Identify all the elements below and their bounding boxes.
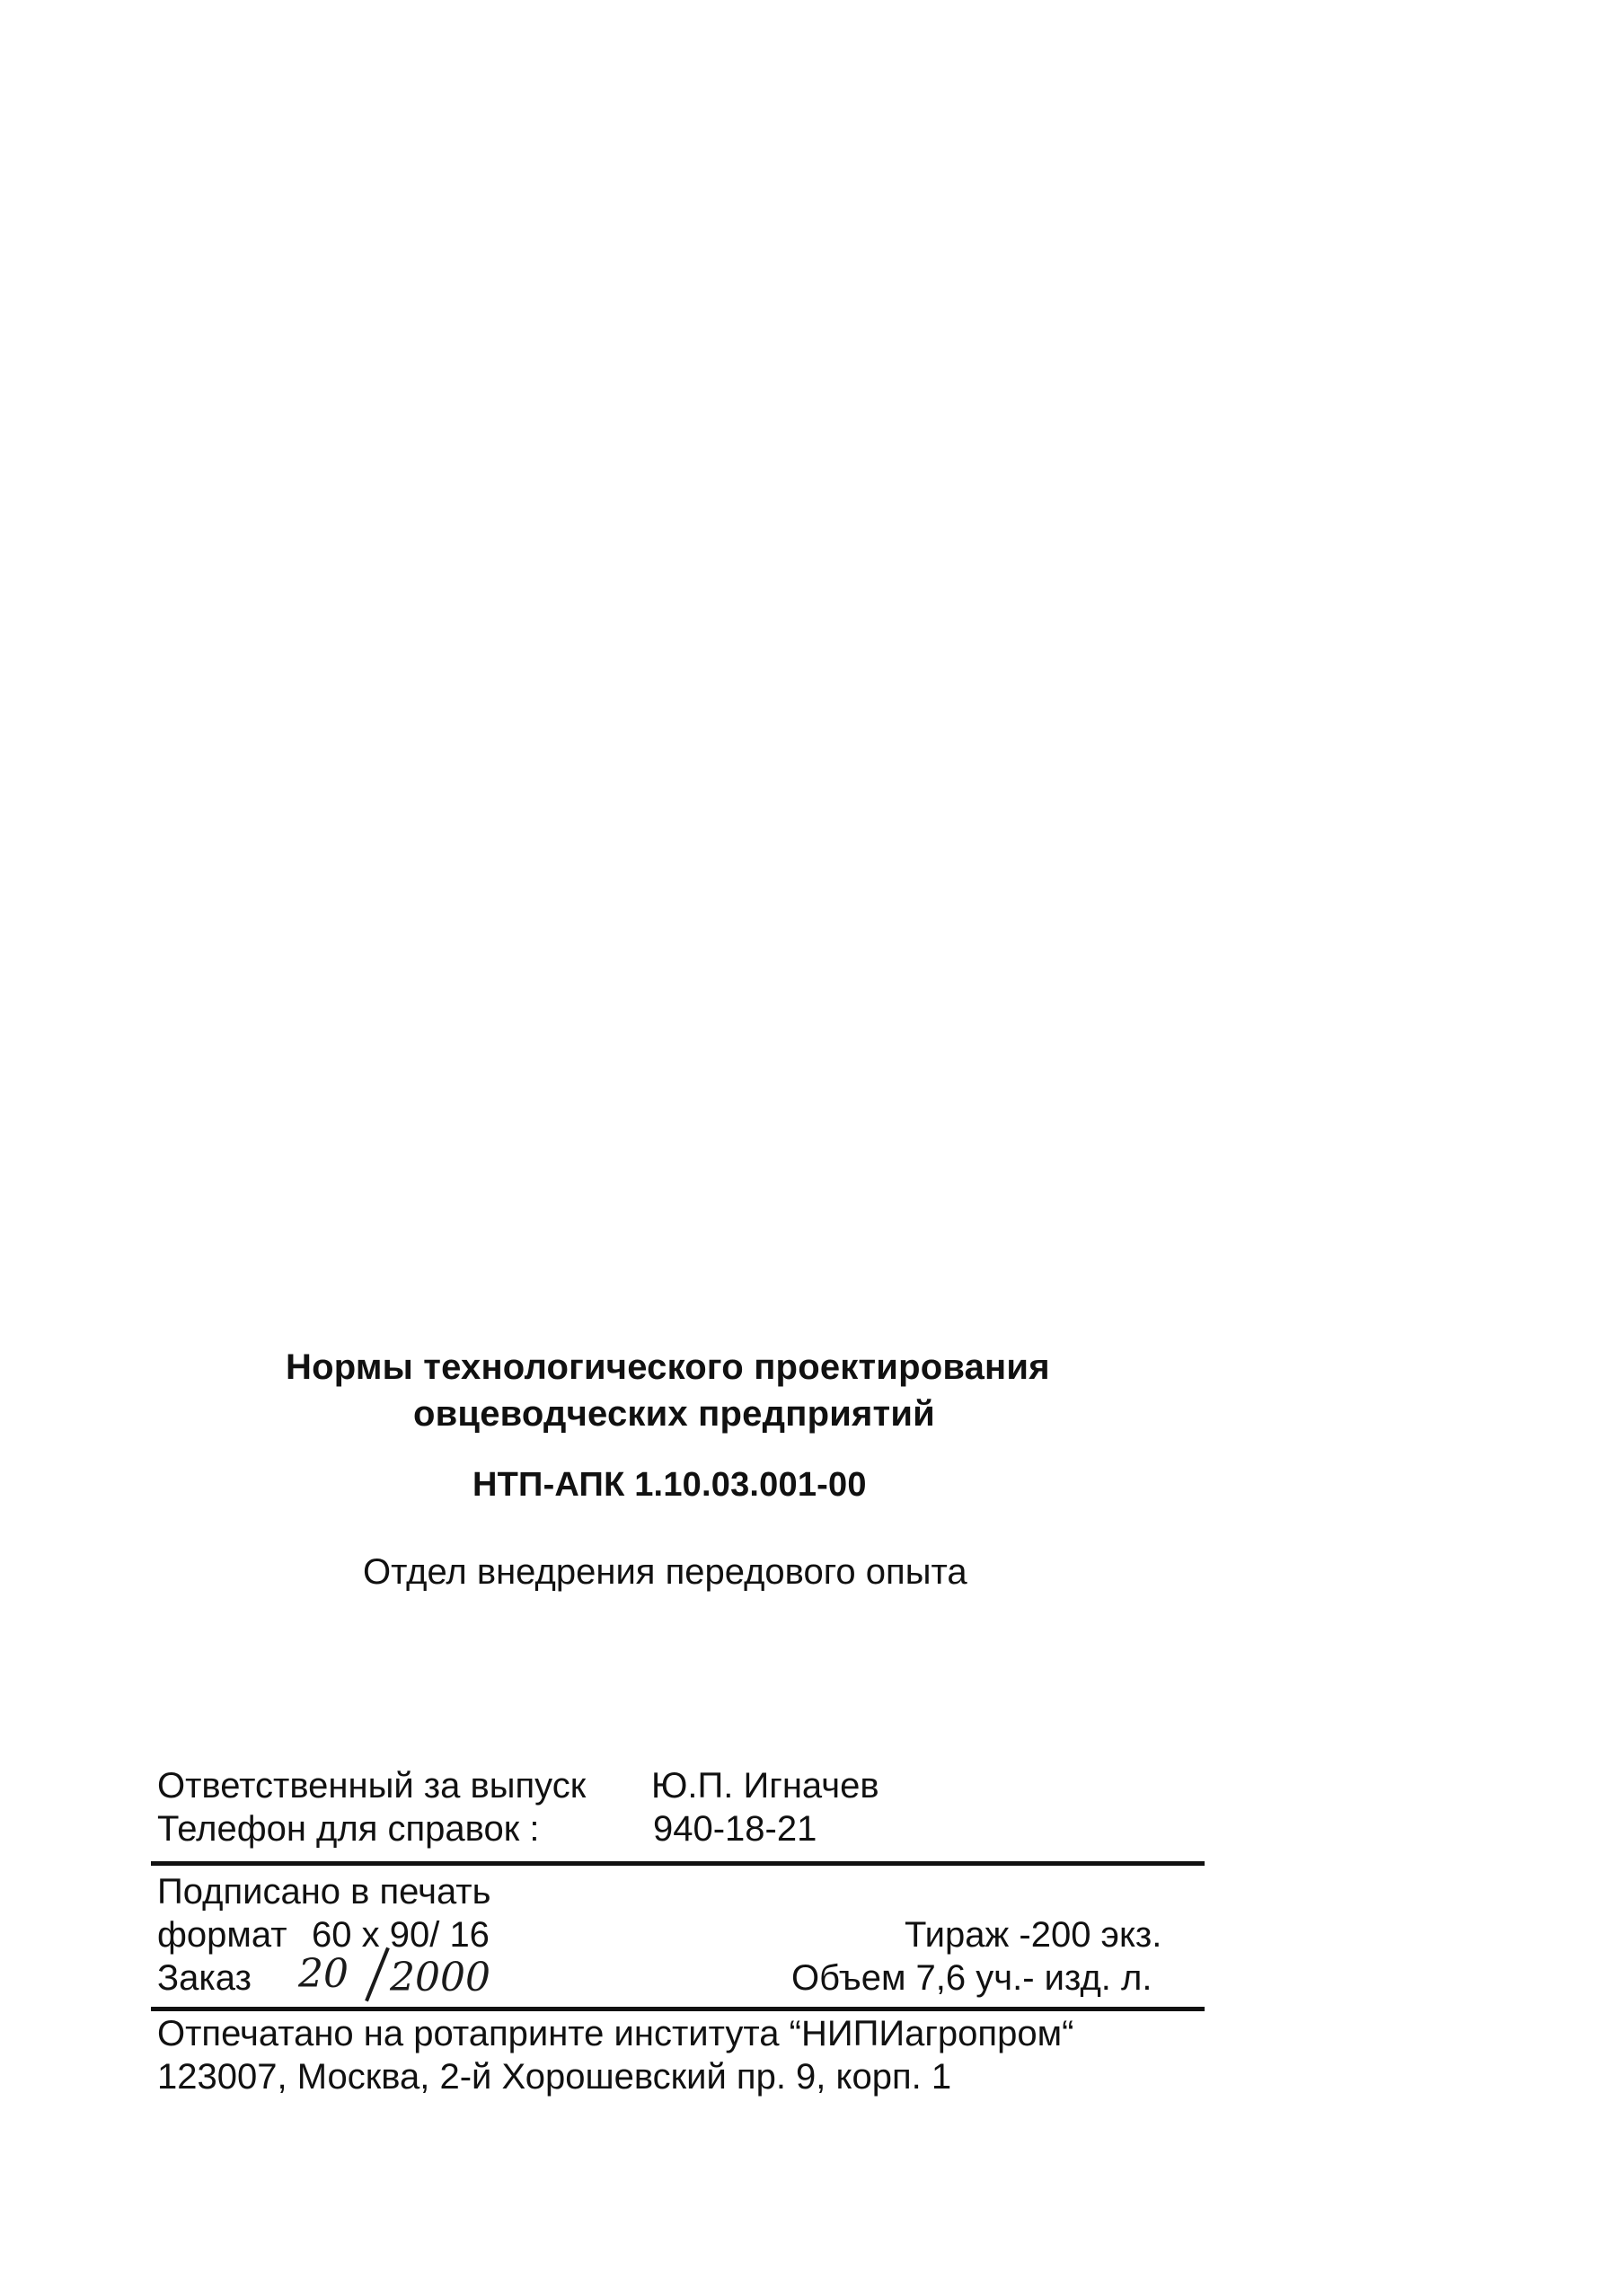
- responsible-value: Ю.П. Игначев: [651, 1766, 879, 1806]
- document-title-line-2: овцеводческих предприятий: [413, 1394, 935, 1434]
- order-label: Заказ: [157, 1958, 252, 1998]
- document-code: НТП-АПК 1.10.03.001-00: [472, 1466, 867, 1504]
- signed-label: Подписано в печать: [157, 1872, 491, 1912]
- order-number-handwritten: 20: [298, 1951, 349, 1997]
- volume: Объем 7,6 уч.- изд. л.: [791, 1958, 1152, 1998]
- divider-top: [151, 1861, 1205, 1866]
- responsible-label: Ответственный за выпуск: [157, 1766, 587, 1806]
- phone-label: Телефон для справок :: [157, 1809, 540, 1849]
- department-name: Отдел внедрения передового опыта: [363, 1552, 967, 1592]
- document-title-line-1: Нормы технологического проектирования: [286, 1347, 1050, 1387]
- address: 123007, Москва, 2-й Хорошевский пр. 9, корп. 1: [157, 2057, 952, 2097]
- phone-value: 940-18-21: [653, 1809, 817, 1849]
- printed-by: Отпечатано на ротапринте института “НИПИагропром“: [157, 2014, 1074, 2053]
- format-label: формат: [157, 1915, 287, 1955]
- divider-bottom: [151, 2007, 1205, 2011]
- order-year-handwritten: 2000: [390, 1955, 490, 2000]
- circulation: Тираж -200 экз.: [905, 1915, 1162, 1955]
- format-value: 60 x 90/ 16: [312, 1915, 490, 1955]
